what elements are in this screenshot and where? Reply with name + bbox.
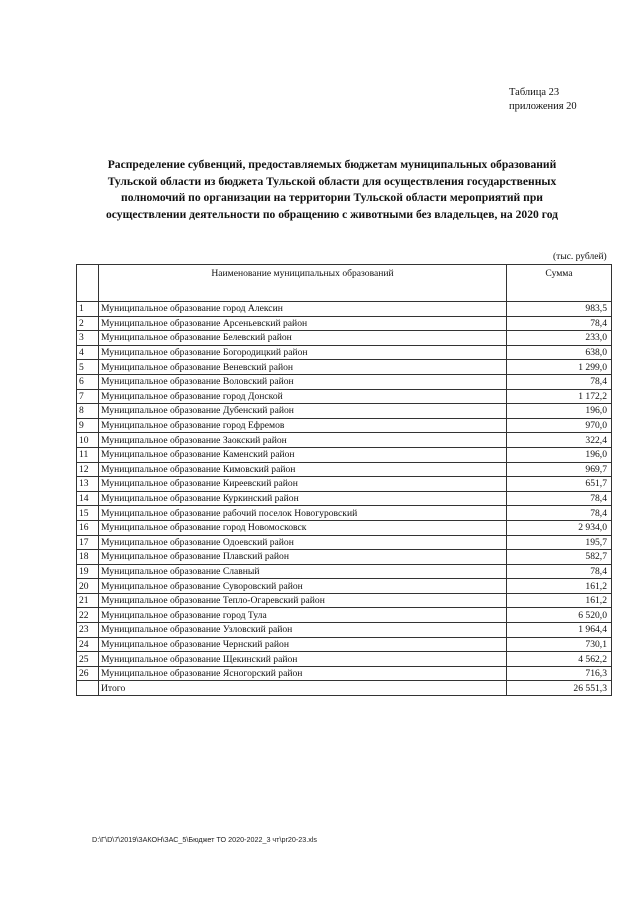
municipality-name: Муниципальное образование Кимовский район [99, 462, 507, 477]
row-number: 19 [77, 564, 99, 579]
row-number: 2 [77, 316, 99, 331]
municipality-name: Муниципальное образование Белевский район [99, 331, 507, 346]
subsidy-amount: 6 520,0 [507, 608, 612, 623]
row-number: 6 [77, 374, 99, 389]
table-row [77, 666, 612, 681]
total-number-cell [77, 681, 99, 696]
subsidy-amount: 78,4 [507, 491, 612, 506]
subsidy-amount: 2 934,0 [507, 520, 612, 535]
subsidy-amount: 1 299,0 [507, 360, 612, 375]
table-row [77, 623, 612, 638]
table-row [77, 593, 612, 608]
table-row [77, 360, 612, 375]
subsidy-amount: 78,4 [507, 316, 612, 331]
subsidy-table [76, 264, 612, 696]
table-row [77, 418, 612, 433]
total-row [77, 681, 612, 696]
row-number: 10 [77, 433, 99, 448]
table-row [77, 520, 612, 535]
subsidy-amount: 78,4 [507, 506, 612, 521]
subsidy-amount: 195,7 [507, 535, 612, 550]
row-number: 24 [77, 637, 99, 652]
subsidy-amount: 196,0 [507, 447, 612, 462]
row-number: 9 [77, 418, 99, 433]
municipality-name: Муниципальное образование Богородицкий район [99, 345, 507, 360]
total-label: Итого [99, 681, 507, 696]
municipality-name: Муниципальное образование Славный [99, 564, 507, 579]
row-number: 13 [77, 477, 99, 492]
subsidy-amount: 78,4 [507, 374, 612, 389]
row-number: 16 [77, 520, 99, 535]
row-number: 15 [77, 506, 99, 521]
unit-note: (тыс. рублей) [553, 252, 607, 262]
table-header-row [77, 265, 612, 302]
row-number: 4 [77, 345, 99, 360]
row-number: 1 [77, 302, 99, 317]
subsidy-amount: 196,0 [507, 404, 612, 419]
municipality-name: Муниципальное образование Плавский район [99, 550, 507, 565]
subsidy-amount: 161,2 [507, 579, 612, 594]
file-path-footer: D:\Г\D\7\2019\ЗАКОН\ЗАС_5\Бюджет ТО 2020-2022_3 чт\pr20-23.xls [92, 835, 318, 844]
municipality-name: Муниципальное образование Дубенский район [99, 404, 507, 419]
subsidy-amount: 322,4 [507, 433, 612, 448]
subsidy-amount: 638,0 [507, 345, 612, 360]
municipality-name: Муниципальное образование город Донской [99, 389, 507, 404]
row-number: 7 [77, 389, 99, 404]
row-number: 5 [77, 360, 99, 375]
subsidy-amount: 4 562,2 [507, 652, 612, 667]
municipality-name: Муниципальное образование рабочий поселок Новогуровский [99, 506, 507, 521]
row-number: 17 [77, 535, 99, 550]
municipality-name: Муниципальное образование Чернский район [99, 637, 507, 652]
municipality-name: Муниципальное образование Узловский район [99, 623, 507, 638]
header-number-cell [77, 265, 99, 302]
subsidy-amount: 233,0 [507, 331, 612, 346]
total-sum: 26 551,3 [507, 681, 612, 696]
table-row [77, 608, 612, 623]
table-row [77, 302, 612, 317]
table-number-label: Таблица 23 [509, 87, 560, 98]
municipality-name: Муниципальное образование Ясногорский район [99, 666, 507, 681]
table-row [77, 331, 612, 346]
municipality-name: Муниципальное образование Куркинский район [99, 491, 507, 506]
table-row [77, 637, 612, 652]
municipality-name: Муниципальное образование Арсеньевский район [99, 316, 507, 331]
table-row [77, 389, 612, 404]
table-row [77, 316, 612, 331]
table-row [77, 491, 612, 506]
header-name-cell: Наименование муниципальных образований [99, 265, 507, 302]
municipality-name: Муниципальное образование Каменский район [99, 447, 507, 462]
row-number: 12 [77, 462, 99, 477]
table-row [77, 564, 612, 579]
table-body [77, 302, 612, 681]
subsidy-amount: 651,7 [507, 477, 612, 492]
row-number: 23 [77, 623, 99, 638]
subsidy-amount: 970,0 [507, 418, 612, 433]
municipality-name: Муниципальное образование Одоевский район [99, 535, 507, 550]
table-row [77, 374, 612, 389]
subsidy-amount: 983,5 [507, 302, 612, 317]
municipality-name: Муниципальное образование город Ефремов [99, 418, 507, 433]
municipality-name: Муниципальное образование город Новомосковск [99, 520, 507, 535]
municipality-name: Муниципальное образование Щекинский район [99, 652, 507, 667]
table-reference [509, 86, 577, 114]
subsidy-amount: 1 964,4 [507, 623, 612, 638]
row-number: 22 [77, 608, 99, 623]
subsidy-amount: 582,7 [507, 550, 612, 565]
table-row [77, 462, 612, 477]
row-number: 14 [77, 491, 99, 506]
table-row [77, 345, 612, 360]
row-number: 20 [77, 579, 99, 594]
municipality-name: Муниципальное образование Тепло-Огаревский район [99, 593, 507, 608]
subsidy-amount: 161,2 [507, 593, 612, 608]
appendix-label: приложения 20 [509, 101, 577, 112]
table-row [77, 506, 612, 521]
table-row [77, 550, 612, 565]
row-number: 3 [77, 331, 99, 346]
municipality-name: Муниципальное образование Киреевский район [99, 477, 507, 492]
row-number: 26 [77, 666, 99, 681]
table-row [77, 433, 612, 448]
municipality-name: Муниципальное образование город Алексин [99, 302, 507, 317]
subsidy-amount: 716,3 [507, 666, 612, 681]
municipality-name: Муниципальное образование Воловский район [99, 374, 507, 389]
table-row [77, 447, 612, 462]
table-row [77, 535, 612, 550]
document-title: Распределение субвенций, предоставляемых бюджетам муниципальных образований Тульской области из бюджета Тульской области для осуществления государственных полномочий по организации на территории Тульской области мероприятий при осуществлении деятельности по обращению с животными без владельцев, на 2020 год [105, 158, 559, 221]
row-number: 8 [77, 404, 99, 419]
subsidy-amount: 730,1 [507, 637, 612, 652]
table-row [77, 477, 612, 492]
row-number: 21 [77, 593, 99, 608]
subsidy-amount: 969,7 [507, 462, 612, 477]
subsidy-amount: 78,4 [507, 564, 612, 579]
subsidy-amount: 1 172,2 [507, 389, 612, 404]
municipality-name: Муниципальное образование Веневский район [99, 360, 507, 375]
row-number: 11 [77, 447, 99, 462]
municipality-name: Муниципальное образование Заокский район [99, 433, 507, 448]
row-number: 25 [77, 652, 99, 667]
table-row [77, 404, 612, 419]
row-number: 18 [77, 550, 99, 565]
table-row [77, 579, 612, 594]
municipality-name: Муниципальное образование город Тула [99, 608, 507, 623]
municipality-name: Муниципальное образование Суворовский район [99, 579, 507, 594]
table-row [77, 652, 612, 667]
header-sum-cell: Сумма [507, 265, 612, 302]
